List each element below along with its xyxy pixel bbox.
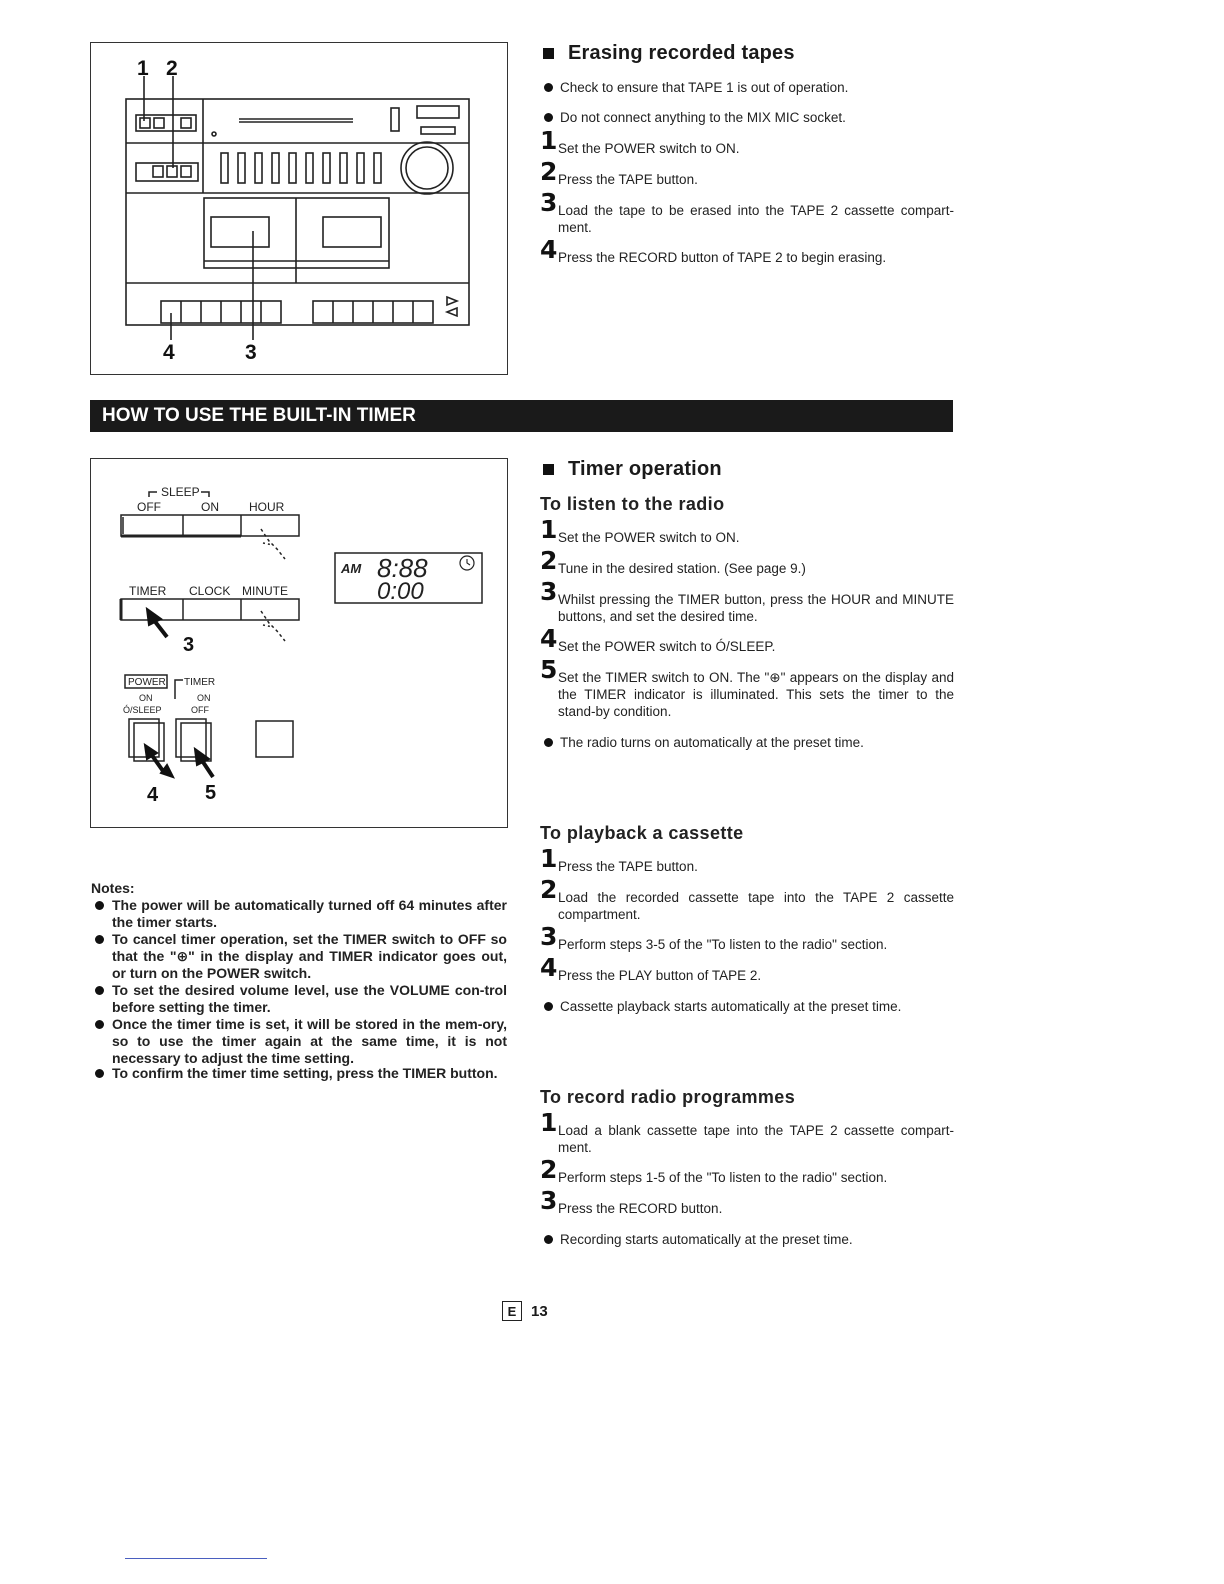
language-badge: E: [502, 1301, 522, 1321]
callout-1: 1: [137, 57, 149, 80]
timer-controls-figure: [90, 458, 508, 828]
page-number: 13: [531, 1302, 548, 1320]
erasing-bullet-2: Do not connect anything to the MIX MIC socket.: [542, 109, 954, 126]
bullet-icon: [544, 738, 553, 747]
display-band: AM: [341, 561, 362, 576]
on-label: ON: [201, 500, 219, 514]
bullet-icon: [544, 1235, 553, 1244]
callout-5: 5: [205, 782, 217, 804]
note-1: The power will be automatically turned off 64 minutes after the timer starts.: [93, 897, 507, 931]
hour-label: HOUR: [249, 500, 285, 514]
erasing-step-1: 1 Set the POWER switch to ON.: [540, 126, 740, 156]
erasing-heading: Erasing recorded tapes: [543, 42, 795, 65]
cassette-step-3: 3 Perform steps 3-5 of the "To listen to the radio" section.: [540, 922, 888, 952]
record-step-1: 1 Load a blank cassette tape into the TAPE 2 cassette compart-ment.: [540, 1108, 954, 1155]
radio-step-2: 2 Tune in the desired station. (See page 9.): [540, 546, 806, 576]
bullet-icon: [544, 113, 553, 122]
sleep-label: SLEEP: [161, 485, 200, 499]
cassette-bullet: Cassette playback starts automatically at the preset time.: [542, 998, 954, 1015]
bullet-icon: [544, 1002, 553, 1011]
timer-label: TIMER: [129, 584, 167, 598]
timer-on-label: ON: [197, 693, 211, 703]
radio-step-4: 4 Set the POWER switch to Ó/SLEEP.: [540, 624, 776, 654]
note-2: To cancel timer operation, set the TIMER switch to OFF so that the "⊕" in the display and TIMER indicator goes out, or turn on the POWER switch.: [93, 931, 507, 982]
timer-operation-heading: Timer operation: [543, 458, 722, 481]
minute-label: MINUTE: [242, 584, 288, 598]
callout-2: 2: [166, 57, 178, 80]
square-bullet-icon: [543, 48, 554, 59]
radio-step-3: 3 Whilst pressing the TIMER button, press the HOUR and MINUTE buttons, and set the desired time.: [540, 577, 954, 624]
stereo-front-drawing: [91, 43, 507, 374]
record-subheading: To record radio programmes: [540, 1087, 796, 1107]
power-label: POWER: [128, 677, 166, 688]
clock-label: CLOCK: [189, 584, 231, 598]
cassette-step-2: 2 Load the recorded cassette tape into the TAPE 2 cassette compartment.: [540, 875, 954, 922]
note-4: Once the timer time is set, it will be stored in the mem-ory, so to use the timer again at the same time, it is not necessary to adjust the time setting.: [93, 1016, 507, 1067]
callout-3: 3: [245, 341, 257, 364]
cassette-step-1: 1 Press the TAPE button.: [540, 844, 698, 874]
power-on-label: ON: [139, 693, 153, 703]
cassette-step-4: 4 Press the PLAY button of TAPE 2.: [540, 953, 762, 983]
timer-off-label: OFF: [191, 705, 209, 715]
callout-4: 4: [147, 784, 159, 806]
callout-4: 4: [163, 341, 175, 364]
radio-step-1: 1 Set the POWER switch to ON.: [540, 515, 740, 545]
callout-3: 3: [183, 634, 195, 656]
timer-controls-drawing: [91, 459, 507, 827]
bullet-icon: [95, 935, 104, 944]
record-step-3: 3 Press the RECORD button.: [540, 1186, 723, 1216]
record-step-2: 2 Perform steps 1-5 of the "To listen to the radio" section.: [540, 1155, 888, 1185]
timer-section-banner: HOW TO USE THE BUILT-IN TIMER: [90, 400, 953, 432]
erasing-step-3: 3 Load the tape to be erased into the TAPE 2 cassette compart-ment.: [540, 188, 954, 235]
radio-step-5: 5 Set the TIMER switch to ON. The "⊕" appears on the display and the TIMER indicator is illuminated. This sets the timer to the stand-by condition.: [540, 655, 954, 719]
record-bullet: Recording starts automatically at the preset time.: [542, 1231, 954, 1248]
note-3: To set the desired volume level, use the VOLUME con-trol before setting the timer.: [93, 982, 507, 1016]
timer-switch-label: TIMER: [184, 677, 216, 688]
display-time-bottom: 0:00: [377, 578, 424, 605]
bottom-rule: [125, 1558, 267, 1559]
notes-title: Notes:: [91, 880, 135, 896]
display-time-top: 8:88: [377, 553, 428, 583]
square-bullet-icon: [543, 464, 554, 475]
cassette-subheading: To playback a cassette: [540, 823, 744, 843]
bullet-icon: [95, 986, 104, 995]
erasing-bullet-1: Check to ensure that TAPE 1 is out of operation.: [542, 79, 954, 96]
page-footer: [502, 1301, 548, 1321]
bullet-icon: [95, 1020, 104, 1029]
off-label: OFF: [137, 500, 161, 514]
radio-subheading: To listen to the radio: [540, 494, 725, 514]
power-sleep-label: Ó/SLEEP: [123, 705, 162, 715]
bullet-icon: [95, 1069, 104, 1078]
note-5: To confirm the timer time setting, press the TIMER button.: [93, 1065, 507, 1082]
erasing-step-2: 2 Press the TAPE button.: [540, 157, 698, 187]
bullet-icon: [95, 901, 104, 910]
bullet-icon: [544, 83, 553, 92]
radio-bullet: The radio turns on automatically at the preset time.: [542, 734, 954, 751]
stereo-front-figure: [90, 42, 508, 375]
erasing-step-4: 4 Press the RECORD button of TAPE 2 to begin erasing.: [540, 235, 887, 265]
